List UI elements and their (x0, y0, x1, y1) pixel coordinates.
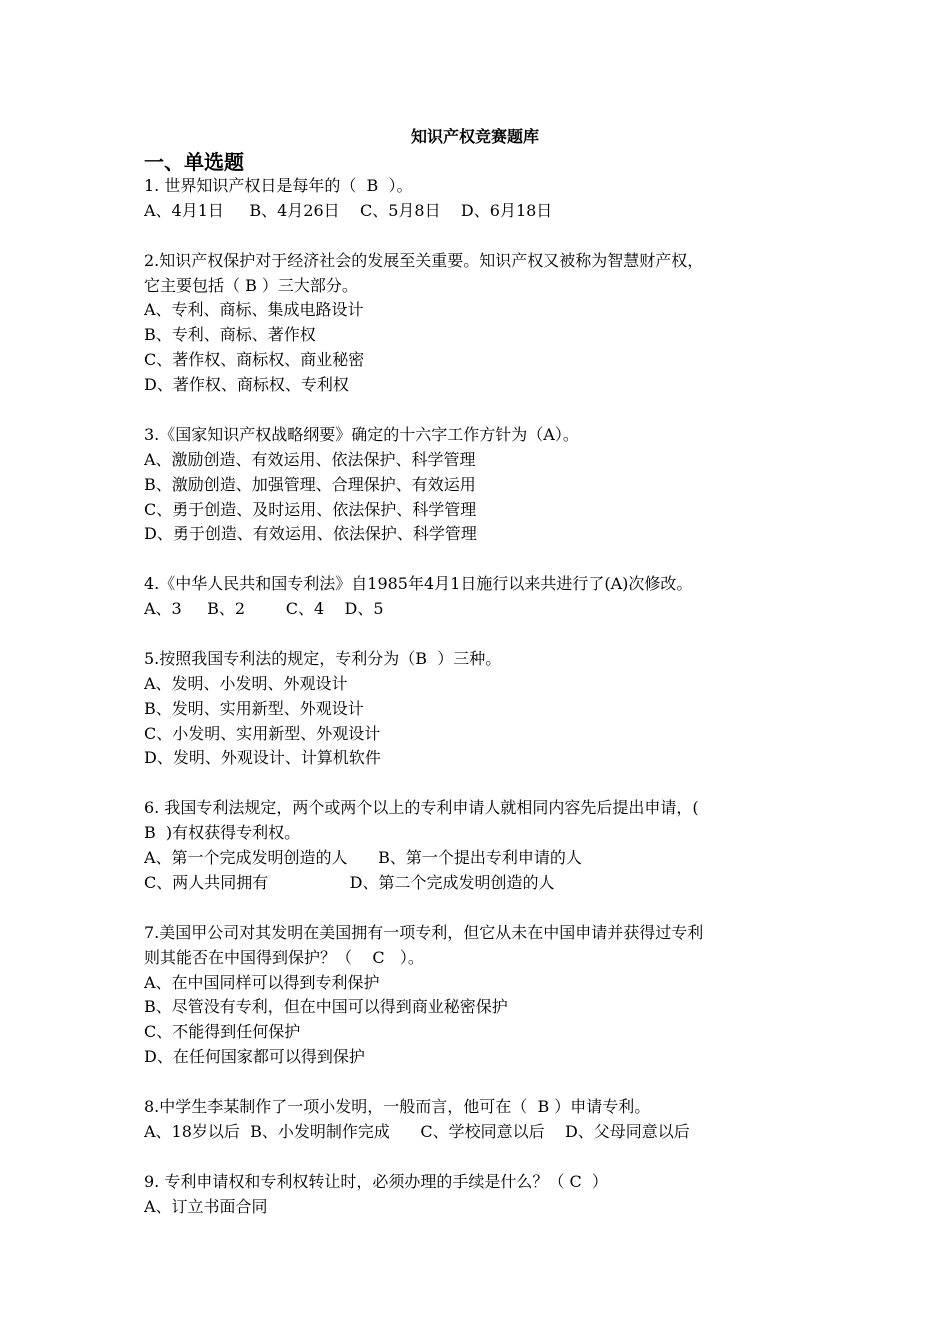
text-line: A、第一个完成发明创造的人 B、第一个提出专利申请的人 (144, 848, 582, 868)
text-line: A、发明、小发明、外观设计 (144, 673, 348, 693)
text-line: A、3 B、2 C、4 D、5 (144, 599, 384, 619)
text-line: D、著作权、商标权、专利权 (144, 375, 349, 395)
text-line: A、4月1日 B、4月26日 C、5月8日 D、6月18日 (144, 200, 553, 220)
text-line: 则其能否在中国得到保护？（ C ）。 (144, 947, 424, 967)
blank-line (144, 1145, 824, 1170)
text-line: D、发明、外观设计、计算机软件 (144, 748, 381, 768)
text-line: 4.《中华人民共和国专利法》自1985年4月1日施行以来共进行了(A)次修改。 (144, 574, 693, 594)
text-line: D、勇于创造、有效运用、依法保护、科学管理 (144, 524, 477, 544)
text-line: C、著作权、商标权、商业秘密 (144, 350, 365, 370)
text-line: B )有权获得专利权。 (144, 823, 301, 843)
blank-line (144, 224, 824, 249)
blank-line (144, 547, 824, 572)
blank-line (144, 896, 824, 921)
text-line: C、不能得到任何保护 (144, 1022, 301, 1042)
text-line: 6. 我国专利法规定，两个或两个以上的专利申请人就相同内容先后提出申请，( (144, 798, 699, 818)
text-line: C、小发明、实用新型、外观设计 (144, 723, 381, 743)
text-line: A、18岁以后 B、小发明制作完成 C、学校同意以后 D、父母同意以后 (144, 1121, 690, 1141)
text-line: C、勇于创造、及时运用、依法保护、科学管理 (144, 499, 477, 519)
text-line: 8.中学生李某制作了一项小发明，一般而言，他可在（ B ）申请专利。 (144, 1096, 651, 1116)
question-list (144, 174, 824, 1219)
blank-line (144, 622, 824, 647)
text-line: A、专利、商标、集成电路设计 (144, 300, 364, 320)
blank-line (144, 398, 824, 423)
text-line: A、订立书面合同 (144, 1196, 268, 1216)
text-line: D、在任何国家都可以得到保护 (144, 1047, 365, 1067)
text-line: A、在中国同样可以得到专利保护 (144, 972, 380, 992)
text-line: C、两人共同拥有 D、第二个完成发明创造的人 (144, 872, 555, 892)
text-line: 3.《国家知识产权战略纲要》确定的十六字工作方针为（A）。 (144, 424, 579, 444)
text-line: A、激励创造、有效运用、依法保护、科学管理 (144, 449, 476, 469)
text-line: 它主要包括（ B ）三大部分。 (144, 275, 358, 295)
text-line: 7.美国甲公司对其发明在美国拥有一项专利，但它从未在中国申请并获得过专利 (144, 922, 704, 942)
text-line: B、发明、实用新型、外观设计 (144, 698, 364, 718)
text-line: 2.知识产权保护对于经济社会的发展至关重要。知识产权又被称为智慧财产权， (144, 250, 704, 270)
section-heading: 一、单选题 (144, 150, 244, 174)
text-line: B、专利、商标、著作权 (144, 325, 316, 345)
text-line: 9. 专利申请权和专利权转让时，必须办理的手续是什么？（ C ） (144, 1171, 608, 1191)
text-line: 5.按照我国专利法的规定，专利分为（B ）三种。 (144, 648, 502, 668)
blank-line (144, 771, 824, 796)
text-line: B、激励创造、加强管理、合理保护、有效运用 (144, 474, 476, 494)
blank-line (144, 1070, 824, 1095)
text-line: B、尽管没有专利，但在中国可以得到商业秘密保护 (144, 997, 508, 1017)
text-line: 1. 世界知识产权日是每年的（ B ）。 (144, 176, 413, 195)
document-title: 知识产权竞赛题库 (410, 127, 539, 146)
